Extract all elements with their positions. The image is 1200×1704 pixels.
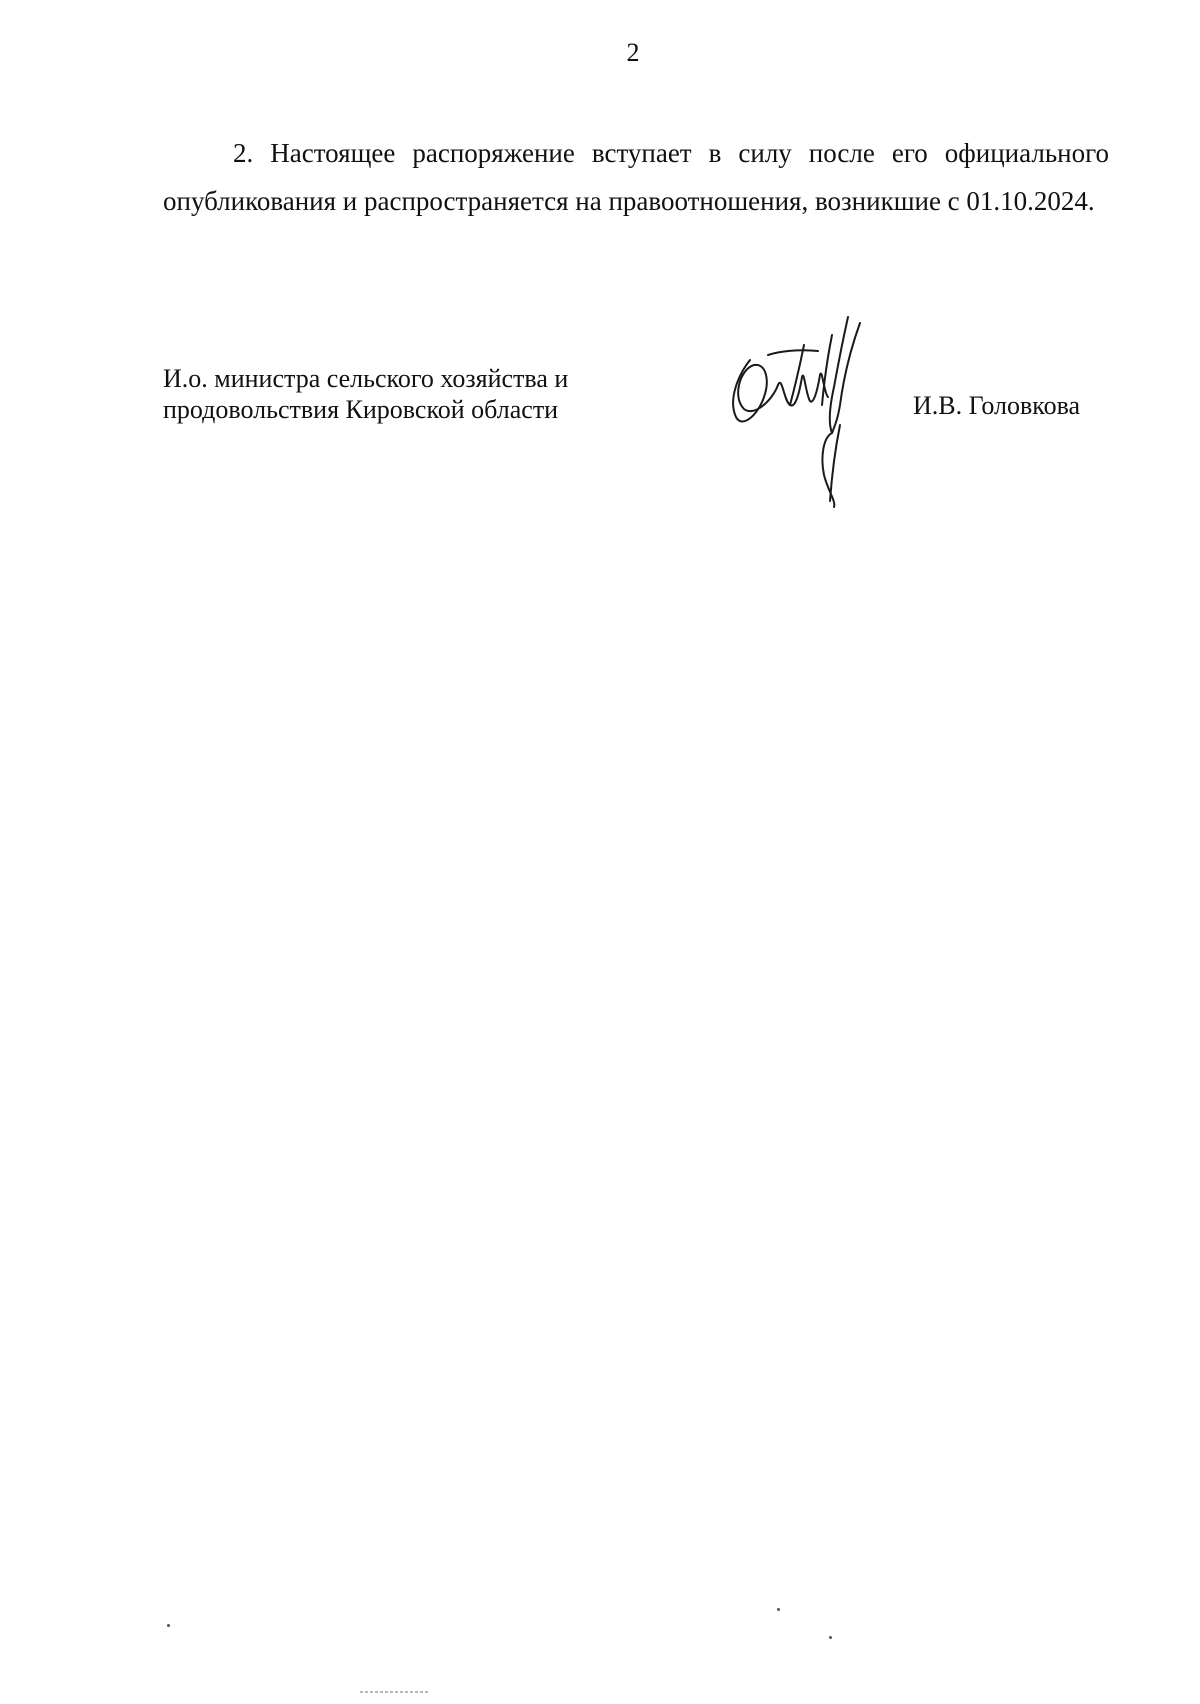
- signer-title-line-1: И.о. министра сельского хозяйства и: [163, 364, 569, 393]
- scan-speck: [167, 1624, 170, 1627]
- scan-smudge: [360, 1691, 430, 1693]
- scan-speck: [829, 1636, 832, 1639]
- handwritten-signature-icon: [720, 305, 920, 515]
- signer-title-line-2: продовольствия Кировской области: [163, 395, 559, 424]
- scan-speck: [777, 1608, 780, 1611]
- body-paragraph: 2. Настоящее распоряжение вступает в силу после его официального опубликования и распространяется на правоотношения, возникшие с 01.10.2024.: [163, 138, 1109, 216]
- signer-title: [163, 363, 643, 425]
- page-number: 2: [626, 38, 640, 67]
- signer-name: И.В. Головкова: [913, 391, 1081, 420]
